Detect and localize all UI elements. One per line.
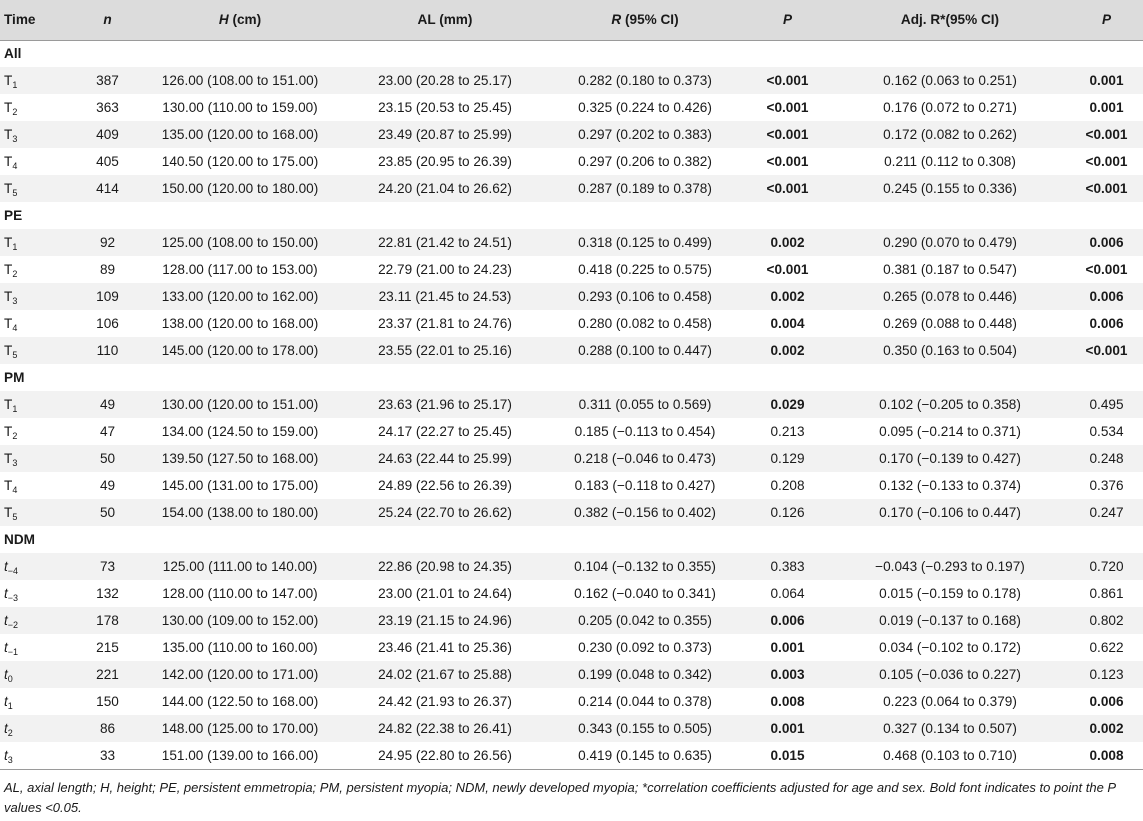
time-subscript: 1 xyxy=(12,80,18,90)
cell-p-adjusted: <0.001 xyxy=(1085,154,1128,169)
cell-r: 0.382 (−0.156 to 0.402) xyxy=(574,505,716,520)
cell-adj-r: 0.034 (−0.102 to 0.172) xyxy=(879,640,1021,655)
cell-n: 109 xyxy=(96,289,119,304)
cell-p: 0.002 xyxy=(770,235,805,250)
cell-r: 0.218 (−0.046 to 0.473) xyxy=(574,451,716,466)
header-height-unit: (cm) xyxy=(228,12,262,28)
cell-p: 0.383 xyxy=(770,559,805,574)
cell-time xyxy=(0,688,80,715)
group-row xyxy=(0,526,1143,553)
header-p-label: P xyxy=(782,12,793,28)
cell-r: 0.162 (−0.040 to 0.341) xyxy=(574,586,716,601)
time-subscript: 2 xyxy=(12,269,18,279)
cell-axial-length: 24.17 (22.27 to 25.45) xyxy=(378,424,512,439)
table-row xyxy=(0,256,1143,283)
cell-p-adjusted: 0.006 xyxy=(1089,289,1124,304)
time-subscript: 2 xyxy=(12,431,18,441)
table-row xyxy=(0,283,1143,310)
cell-p-adjusted: 0.861 xyxy=(1089,586,1124,601)
table-row xyxy=(0,67,1143,94)
time-subscript: 4 xyxy=(12,323,18,333)
header-n xyxy=(80,0,135,40)
cell-n: 49 xyxy=(99,478,116,493)
cell-time xyxy=(0,715,80,742)
cell-height: 130.00 (120.00 to 151.00) xyxy=(161,397,319,412)
cell-n: 47 xyxy=(99,424,116,439)
table-row xyxy=(0,391,1143,418)
cell-axial-length: 23.63 (21.96 to 25.17) xyxy=(378,397,512,412)
cell-time xyxy=(0,94,80,121)
table-row xyxy=(0,472,1143,499)
table-row xyxy=(0,634,1143,661)
cell-time xyxy=(0,283,80,310)
cell-p: <0.001 xyxy=(766,262,809,277)
group-row xyxy=(0,364,1143,391)
cell-height: 125.00 (108.00 to 150.00) xyxy=(161,235,319,250)
cell-p-adjusted: 0.006 xyxy=(1089,235,1124,250)
cell-p: 0.029 xyxy=(770,397,805,412)
table-row xyxy=(0,553,1143,580)
table-row xyxy=(0,688,1143,715)
cell-axial-length: 23.00 (20.28 to 25.17) xyxy=(378,73,512,88)
header-axial-length: AL (mm) xyxy=(345,0,545,40)
header-r xyxy=(545,0,745,40)
cell-axial-length: 24.82 (22.38 to 26.41) xyxy=(378,721,512,736)
cell-height: 128.00 (117.00 to 153.00) xyxy=(162,262,318,277)
cell-p: 0.015 xyxy=(745,742,830,769)
cell-time xyxy=(0,418,80,445)
time-subscript: 3 xyxy=(12,458,18,468)
cell-axial-length: 24.02 (21.67 to 25.88) xyxy=(378,667,512,682)
cell-adj-r: 0.019 (−0.137 to 0.168) xyxy=(879,613,1021,628)
cell-axial-length: 23.37 (21.81 to 24.76) xyxy=(378,316,512,331)
cell-p-adjusted: <0.001 xyxy=(1085,343,1128,358)
cell-p-adjusted: 0.001 xyxy=(1089,100,1124,115)
cell-time xyxy=(0,337,80,364)
cell-r: 0.297 (0.202 to 0.383) xyxy=(578,127,712,142)
cell-n: 221 xyxy=(96,667,119,682)
time-base: T xyxy=(4,451,13,466)
cell-height: 150.00 (120.00 to 180.00) xyxy=(161,181,319,196)
time-subscript: 1 xyxy=(7,701,13,711)
time-subscript: 2 xyxy=(7,728,13,738)
cell-p: <0.001 xyxy=(766,100,809,115)
cell-axial-length: 23.85 (20.95 to 26.39) xyxy=(378,154,512,169)
group-row xyxy=(0,40,1143,67)
cell-r: 0.297 (0.206 to 0.382) xyxy=(578,154,712,169)
table-row xyxy=(0,175,1143,202)
cell-time xyxy=(0,121,80,148)
time-base: t xyxy=(4,747,8,763)
time-base: T xyxy=(4,478,13,493)
cell-n: 110 xyxy=(96,343,119,358)
table-body xyxy=(0,40,1143,769)
cell-axial-length: 23.19 (21.15 to 24.96) xyxy=(378,613,512,628)
cell-height: 134.00 (124.50 to 159.00) xyxy=(161,424,319,439)
cell-adj-r: 0.095 (−0.214 to 0.371) xyxy=(879,424,1021,439)
cell-p: 0.008 xyxy=(770,694,805,709)
time-base: T xyxy=(4,154,13,169)
cell-n: 363 xyxy=(96,100,119,115)
cell-p: 0.001 xyxy=(770,721,805,736)
cell-height: 148.00 (125.00 to 170.00) xyxy=(161,721,319,736)
cell-height: 128.00 (110.00 to 147.00) xyxy=(162,586,318,601)
cell-axial-length: 25.24 (22.70 to 26.62) xyxy=(378,505,512,520)
cell-height: 130.00 (109.00 to 152.00) xyxy=(161,613,319,628)
cell-p-adjusted: 0.376 xyxy=(1089,478,1124,493)
cell-adj-r: 0.350 (0.163 to 0.504) xyxy=(883,343,1017,358)
cell-axial-length: 23.00 (21.01 to 24.64) xyxy=(378,586,512,601)
cell-axial-length: 24.42 (21.93 to 26.37) xyxy=(378,694,512,709)
cell-time xyxy=(0,148,80,175)
cell-p-adjusted: 0.006 xyxy=(1089,694,1124,709)
cell-r: 0.183 (−0.118 to 0.427) xyxy=(574,478,716,493)
cell-adj-r: 0.265 (0.078 to 0.446) xyxy=(883,289,1017,304)
time-subscript: 3 xyxy=(12,296,18,306)
cell-p-adjusted: 0.495 xyxy=(1089,397,1124,412)
cell-time xyxy=(0,472,80,499)
cell-height: 142.00 (120.00 to 171.00) xyxy=(161,667,319,682)
time-subscript: 1 xyxy=(12,242,18,252)
cell-time xyxy=(0,310,80,337)
cell-p: 0.001 xyxy=(770,640,805,655)
time-base: t xyxy=(4,613,8,628)
cell-height: 135.00 (110.00 to 160.00) xyxy=(162,640,318,655)
cell-n: 414 xyxy=(96,181,119,196)
cell-r: 0.287 (0.189 to 0.378) xyxy=(578,181,712,196)
cell-time xyxy=(0,67,80,94)
time-base: t xyxy=(4,586,8,601)
cell-p-adjusted: 0.247 xyxy=(1089,505,1124,520)
cell-time xyxy=(0,607,80,634)
table-row xyxy=(0,499,1143,526)
table-row xyxy=(0,742,1143,769)
cell-axial-length: 23.55 (22.01 to 25.16) xyxy=(378,343,512,358)
group-label: PE xyxy=(4,208,23,223)
cell-p: 0.208 xyxy=(770,478,805,493)
group-label: All xyxy=(4,46,22,62)
time-base: T xyxy=(4,424,13,439)
table-row xyxy=(0,715,1143,742)
cell-axial-length: 23.46 (21.41 to 25.36) xyxy=(378,640,512,655)
cell-n: 49 xyxy=(99,397,116,412)
cell-height: 126.00 (108.00 to 151.00) xyxy=(161,73,319,88)
cell-height: 145.00 (131.00 to 175.00) xyxy=(161,478,319,493)
header-r-var: R xyxy=(611,12,622,28)
time-base: t xyxy=(4,694,8,709)
cell-n: 86 xyxy=(99,721,116,736)
header-row xyxy=(0,0,1143,40)
cell-p-adjusted: 0.002 xyxy=(1089,721,1124,736)
cell-time xyxy=(0,634,80,661)
header-n-label: n xyxy=(103,12,112,28)
cell-adj-r: 0.170 (−0.106 to 0.447) xyxy=(879,505,1021,520)
cell-time xyxy=(0,499,80,526)
cell-p-adjusted: 0.534 xyxy=(1089,424,1124,439)
cell-adj-r: 0.290 (0.070 to 0.479) xyxy=(883,235,1017,250)
cell-time xyxy=(0,661,80,688)
cell-p-adjusted: <0.001 xyxy=(1085,262,1128,277)
cell-p: 0.064 xyxy=(770,586,805,601)
cell-p: <0.001 xyxy=(766,154,809,169)
cell-r: 0.230 (0.092 to 0.373) xyxy=(578,640,712,655)
cell-r: 0.199 (0.048 to 0.342) xyxy=(578,667,712,682)
group-row xyxy=(0,202,1143,229)
cell-axial-length: 24.95 (22.80 to 26.56) xyxy=(345,742,545,769)
cell-time xyxy=(0,445,80,472)
cell-adj-r: 0.176 (0.072 to 0.271) xyxy=(883,100,1017,115)
cell-adj-r: −0.043 (−0.293 to 0.197) xyxy=(875,559,1025,574)
time-base: T xyxy=(4,505,13,520)
cell-axial-length: 23.11 (21.45 to 24.53) xyxy=(378,289,512,304)
cell-axial-length: 23.49 (20.87 to 25.99) xyxy=(378,127,512,142)
time-subscript: 4 xyxy=(12,485,18,495)
cell-p-adjusted: 0.006 xyxy=(1089,316,1124,331)
cell-height: 144.00 (122.50 to 168.00) xyxy=(161,694,319,709)
cell-adj-r: 0.105 (−0.036 to 0.227) xyxy=(879,667,1021,682)
header-r-unit: (95% CI) xyxy=(621,12,679,28)
cell-p-adjusted: 0.008 xyxy=(1070,742,1143,769)
cell-adj-r: 0.172 (0.082 to 0.262) xyxy=(883,127,1017,142)
cell-p: 0.126 xyxy=(770,505,805,520)
time-base: T xyxy=(4,235,13,250)
cell-height: 138.00 (120.00 to 168.00) xyxy=(161,316,319,331)
time-subscript: −3 xyxy=(7,593,19,603)
cell-r: 0.325 (0.224 to 0.426) xyxy=(578,100,712,115)
header-adj-r: Adj. R*(95% CI) xyxy=(830,0,1070,40)
time-subscript: −4 xyxy=(7,566,19,576)
cell-height: 125.00 (111.00 to 140.00) xyxy=(162,559,318,574)
time-base: T xyxy=(4,397,13,412)
cell-p: 0.129 xyxy=(770,451,805,466)
cell-time xyxy=(0,229,80,256)
time-base: T xyxy=(4,127,13,142)
cell-p: 0.004 xyxy=(770,316,805,331)
header-height-var: H xyxy=(218,12,229,28)
cell-r: 0.318 (0.125 to 0.499) xyxy=(578,235,712,250)
cell-n: 50 xyxy=(99,451,116,466)
time-subscript: 5 xyxy=(12,350,18,360)
time-subscript: 3 xyxy=(7,754,13,765)
cell-r: 0.293 (0.106 to 0.458) xyxy=(578,289,712,304)
cell-r: 0.419 (0.145 to 0.635) xyxy=(545,742,745,769)
time-subscript: 3 xyxy=(12,134,18,144)
table-row xyxy=(0,94,1143,121)
cell-n: 92 xyxy=(99,235,116,250)
cell-adj-r: 0.468 (0.103 to 0.710) xyxy=(830,742,1070,769)
table-row xyxy=(0,121,1143,148)
cell-n: 89 xyxy=(99,262,116,277)
cell-p: 0.002 xyxy=(770,289,805,304)
cell-height: 133.00 (120.00 to 162.00) xyxy=(161,289,319,304)
cell-p: <0.001 xyxy=(766,127,809,142)
cell-p-adjusted: 0.123 xyxy=(1089,667,1124,682)
cell-n: 215 xyxy=(96,640,119,655)
time-subscript: 0 xyxy=(7,674,13,684)
table-row xyxy=(0,337,1143,364)
time-subscript: −1 xyxy=(7,647,19,657)
table-row xyxy=(0,661,1143,688)
cell-p-adjusted: <0.001 xyxy=(1085,181,1128,196)
cell-height: 135.00 (120.00 to 168.00) xyxy=(161,127,319,142)
cell-n: 178 xyxy=(96,613,119,628)
cell-p: 0.002 xyxy=(770,343,805,358)
time-base: T xyxy=(4,181,13,196)
cell-height: 151.00 (139.00 to 166.00) xyxy=(135,742,345,769)
cell-adj-r: 0.170 (−0.139 to 0.427) xyxy=(879,451,1021,466)
table-row xyxy=(0,607,1143,634)
cell-adj-r: 0.327 (0.134 to 0.507) xyxy=(883,721,1017,736)
cell-adj-r: 0.381 (0.187 to 0.547) xyxy=(883,262,1017,277)
table-row xyxy=(0,148,1143,175)
time-base: t xyxy=(4,721,8,736)
cell-axial-length: 22.86 (20.98 to 24.35) xyxy=(378,559,512,574)
header-time: Time xyxy=(0,0,80,40)
time-base: T xyxy=(4,289,13,304)
cell-time xyxy=(0,553,80,580)
header-p xyxy=(745,0,830,40)
cell-r: 0.311 (0.055 to 0.569) xyxy=(578,397,712,412)
cell-p-adjusted: <0.001 xyxy=(1085,127,1128,142)
cell-n: 50 xyxy=(99,505,116,520)
cell-r: 0.343 (0.155 to 0.505) xyxy=(578,721,712,736)
cell-r: 0.282 (0.180 to 0.373) xyxy=(578,73,712,88)
cell-height: 139.50 (127.50 to 168.00) xyxy=(161,451,319,466)
table-row xyxy=(0,580,1143,607)
cell-height: 130.00 (110.00 to 159.00) xyxy=(162,100,318,115)
cell-p: 0.003 xyxy=(770,667,805,682)
cell-r: 0.104 (−0.132 to 0.355) xyxy=(574,559,716,574)
cell-p-adjusted: 0.248 xyxy=(1089,451,1124,466)
time-subscript: 1 xyxy=(12,404,18,414)
cell-p: 0.213 xyxy=(770,424,805,439)
cell-axial-length: 22.81 (21.42 to 24.51) xyxy=(378,235,512,250)
cell-r: 0.280 (0.082 to 0.458) xyxy=(578,316,712,331)
cell-adj-r: 0.102 (−0.205 to 0.358) xyxy=(879,397,1021,412)
cell-adj-r: 0.245 (0.155 to 0.336) xyxy=(883,181,1017,196)
table-row xyxy=(0,418,1143,445)
cell-n: 106 xyxy=(96,316,119,331)
cell-n: 150 xyxy=(96,694,119,709)
cell-adj-r: 0.132 (−0.133 to 0.374) xyxy=(879,478,1021,493)
cell-p-adjusted: 0.802 xyxy=(1089,613,1124,628)
table-row xyxy=(0,445,1143,472)
cell-time xyxy=(0,391,80,418)
table-row xyxy=(0,229,1143,256)
cell-time xyxy=(0,580,80,607)
cell-p: <0.001 xyxy=(766,181,809,196)
time-base: T xyxy=(4,343,13,358)
cell-adj-r: 0.269 (0.088 to 0.448) xyxy=(883,316,1017,331)
cell-adj-r: 0.211 (0.112 to 0.308) xyxy=(884,154,1016,169)
time-subscript: −2 xyxy=(7,620,19,630)
time-base: T xyxy=(4,316,13,331)
group-label: PM xyxy=(4,370,25,385)
time-base: t xyxy=(4,640,8,655)
time-base: t xyxy=(4,559,8,574)
time-base: T xyxy=(4,100,13,115)
header-p-adjusted xyxy=(1070,0,1143,40)
time-base: t xyxy=(4,667,8,682)
header-height xyxy=(135,0,345,40)
time-subscript: 4 xyxy=(12,161,18,171)
cell-p: <0.001 xyxy=(766,73,809,88)
time-subscript: 5 xyxy=(12,512,18,522)
cell-n: 33 xyxy=(80,742,135,769)
cell-axial-length: 24.20 (21.04 to 26.62) xyxy=(378,181,512,196)
cell-n: 73 xyxy=(99,559,116,574)
cell-height: 145.00 (120.00 to 178.00) xyxy=(161,343,319,358)
cell-n: 132 xyxy=(96,586,119,601)
cell-adj-r: 0.162 (0.063 to 0.251) xyxy=(883,73,1017,88)
table-footnote: AL, axial length; H, height; PE, persistent emmetropia; PM, persistent myopia; NDM, newly developed myopia; *correlation coefficients adjusted for age and sex. Bold font indicates to point the P values <0.05. xyxy=(4,780,1116,815)
cell-n: 387 xyxy=(96,73,119,88)
cell-p-adjusted: 0.720 xyxy=(1089,559,1124,574)
cell-axial-length: 22.79 (21.00 to 24.23) xyxy=(378,262,512,277)
table-row xyxy=(0,310,1143,337)
group-label: NDM xyxy=(4,532,35,547)
cell-time xyxy=(0,175,80,202)
time-base: T xyxy=(4,262,13,277)
cell-r: 0.418 (0.225 to 0.575) xyxy=(578,262,712,277)
cell-axial-length: 24.89 (22.56 to 26.39) xyxy=(378,478,512,493)
cell-n: 405 xyxy=(96,154,119,169)
cell-r: 0.185 (−0.113 to 0.454) xyxy=(574,424,716,439)
cell-p-adjusted: 0.622 xyxy=(1089,640,1124,655)
header-p-adjusted-label: P xyxy=(1101,12,1112,28)
cell-axial-length: 23.15 (20.53 to 25.45) xyxy=(378,100,512,115)
cell-p: 0.006 xyxy=(770,613,805,628)
cell-n: 409 xyxy=(96,127,119,142)
cell-p-adjusted: 0.001 xyxy=(1089,73,1124,88)
time-base: T xyxy=(4,73,13,88)
cell-axial-length: 24.63 (22.44 to 25.99) xyxy=(378,451,512,466)
cell-time xyxy=(0,256,80,283)
cell-adj-r: 0.223 (0.064 to 0.379) xyxy=(883,694,1017,709)
time-subscript: 5 xyxy=(12,188,18,198)
cell-height: 140.50 (120.00 to 175.00) xyxy=(161,154,319,169)
cell-r: 0.214 (0.044 to 0.378) xyxy=(578,694,712,709)
cell-adj-r: 0.015 (−0.159 to 0.178) xyxy=(879,586,1021,601)
cell-r: 0.205 (0.042 to 0.355) xyxy=(578,613,712,628)
cell-r: 0.288 (0.100 to 0.447) xyxy=(578,343,712,358)
time-subscript: 2 xyxy=(12,107,18,117)
cell-time xyxy=(0,742,80,769)
cell-height: 154.00 (138.00 to 180.00) xyxy=(161,505,319,520)
